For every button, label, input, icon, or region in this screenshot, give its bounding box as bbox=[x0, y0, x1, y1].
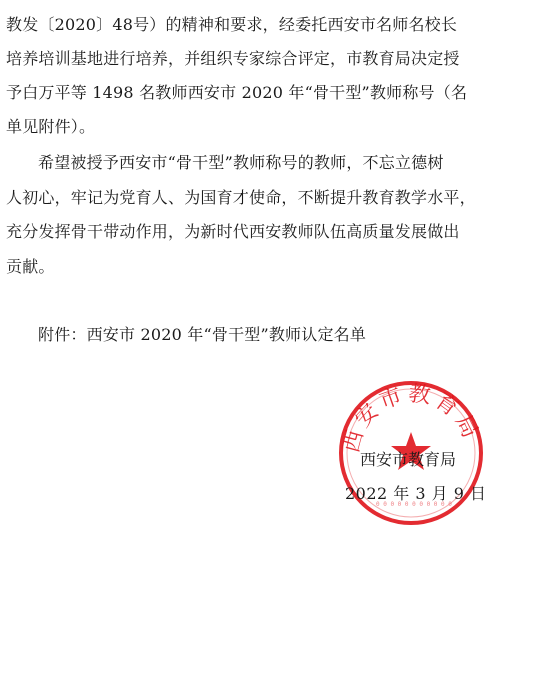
signature-date: 2022 年 3 月 9 日 bbox=[345, 484, 487, 503]
signature-organization: 西安市教育局 bbox=[360, 450, 457, 469]
paragraph-2-line-4: 贡献。 bbox=[6, 257, 55, 276]
attachment-note: 附件：西安市 2020 年“骨干型”教师认定名单 bbox=[38, 325, 367, 344]
paragraph-1-line-4: 单见附件）。 bbox=[6, 117, 96, 136]
svg-text:西安市教育局: 西安市教育局 bbox=[339, 381, 485, 456]
paragraph-2-line-2: 人初心，牢记为党育人、为国育才使命，不断提升教育教学水平， bbox=[6, 188, 476, 207]
paragraph-2-line-1: 希望被授予西安市“骨干型”教师称号的教师，不忘立德树 bbox=[38, 153, 444, 172]
svg-text:0 0 0 0 0 0 0 0 0 0 0: 0 0 0 0 0 0 0 0 0 0 0 bbox=[376, 501, 452, 508]
paragraph-2-line-3: 充分发挥骨干带动作用，为新时代西安教师队伍高质量发展做出 bbox=[6, 222, 460, 241]
paragraph-1-line-2: 培养培训基地进行培养，并组织专家综合评定，市教育局决定授 bbox=[6, 49, 460, 68]
paragraph-1-line-3: 予白万平等 1498 名教师西安市 2020 年“骨干型”教师称号（名 bbox=[6, 83, 468, 102]
paragraph-1-line-1: 教发〔2020〕48号）的精神和要求，经委托西安市名师名校长 bbox=[6, 15, 458, 34]
